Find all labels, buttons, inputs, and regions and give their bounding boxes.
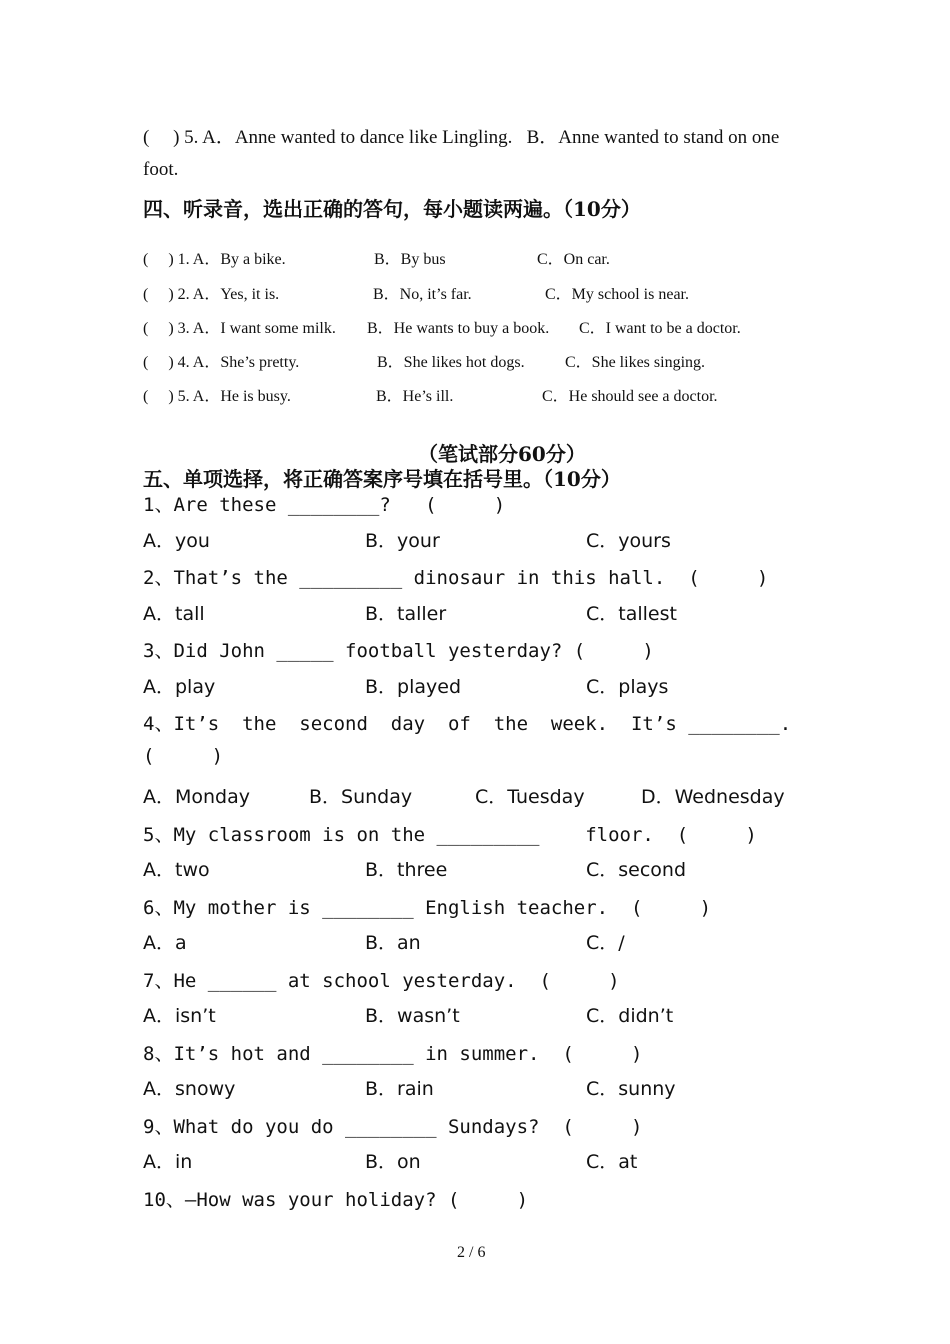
q4-option-a: A．Monday <box>143 786 251 808</box>
q5-option-a: A．two <box>143 859 210 881</box>
section4-title: 四、听录音，选出正确的答句，每小题读两遍。（10分） <box>143 197 641 221</box>
section5-title: 五、单项选择，将正确答案序号填在括号里。（10分） <box>143 467 621 491</box>
q2-option-b: B．taller <box>365 603 447 625</box>
q3-option-b: B．played <box>365 676 462 698</box>
q1-option-b: B．your <box>365 530 440 552</box>
listening-item-5-line1: ( ) 5. A．Anne wanted to dance like Lingling. B．Anne wanted to stand on one <box>143 127 780 148</box>
q8-option-b: B．rain <box>365 1078 434 1100</box>
question-5: 5、My classroom is on the _________ floor. ( ) <box>143 824 757 846</box>
q3-option-c: C．plays <box>586 676 669 698</box>
q2-option-a: A．tall <box>143 603 205 625</box>
question-6: 6、My mother is ________ English teacher. ( ) <box>143 897 712 919</box>
page-number: 2 / 6 <box>457 1244 486 1261</box>
s4-item3-c: C．I want to be a doctor. <box>579 320 741 337</box>
s4-item1-a: ( ) 1. A．By a bike. <box>143 251 286 268</box>
s4-item5-b: B．He’s ill. <box>376 388 454 405</box>
q6-option-a: A．a <box>143 932 187 954</box>
s4-item4-b: B．She likes hot dogs. <box>377 354 525 371</box>
q5-option-c: C．second <box>586 859 687 881</box>
q7-option-a: A．isn’t <box>143 1005 216 1027</box>
q6-option-c: C．/ <box>586 932 625 954</box>
s4-item3-a: ( ) 3. A．I want some milk. <box>143 320 336 337</box>
question-10: 10、—How was your holiday? ( ) <box>143 1189 529 1211</box>
s4-item5-a: ( ) 5. A．He is busy. <box>143 388 291 405</box>
q1-option-a: A．you <box>143 530 210 552</box>
question-7: 7、He ______ at school yesterday. ( ) <box>143 970 620 992</box>
q7-option-c: C．didn’t <box>586 1005 674 1027</box>
q3-option-a: A．play <box>143 676 216 698</box>
question-8: 8、It’s hot and ________ in summer. ( ) <box>143 1043 643 1065</box>
question-1: 1、Are these ________? ( ) <box>143 494 506 516</box>
s4-item1-b: B．By bus <box>374 251 446 268</box>
s4-item2-c: C．My school is near. <box>545 286 689 303</box>
question-9: 9、What do you do ________ Sundays? ( ) <box>143 1116 643 1138</box>
q6-option-b: B．an <box>365 932 421 954</box>
q4-option-c: C．Tuesday <box>475 786 585 808</box>
s4-item1-c: C．On car. <box>537 251 610 268</box>
q8-option-a: A．snowy <box>143 1078 236 1100</box>
q1-option-c: C．yours <box>586 530 671 552</box>
question-2: 2、That’s the _________ dinosaur in this hall. ( ) <box>143 567 769 589</box>
q8-option-c: C．sunny <box>586 1078 676 1100</box>
s4-item4-c: C．She likes singing. <box>565 354 706 371</box>
question-4: 4、It’s the second day of the week. It’s ________. <box>143 713 792 735</box>
q4-option-d: D．Wednesday <box>641 786 785 808</box>
q7-option-b: B．wasn’t <box>365 1005 460 1027</box>
q9-option-b: B．on <box>365 1151 421 1173</box>
question-3: 3、Did John _____ football yesterday? ( ) <box>143 640 654 662</box>
q2-option-c: C．tallest <box>586 603 677 625</box>
written-part-title: （笔试部分60分） <box>418 442 586 466</box>
listening-item-5-line2: foot. <box>143 159 179 180</box>
s4-item2-a: ( ) 2. A．Yes, it is. <box>143 286 280 303</box>
question-4-bracket: ( ) <box>143 745 224 767</box>
q5-option-b: B．three <box>365 859 448 881</box>
q9-option-a: A．in <box>143 1151 193 1173</box>
s4-item4-a: ( ) 4. A．She’s pretty. <box>143 354 300 371</box>
s4-item5-c: C．He should see a doctor. <box>542 388 718 405</box>
s4-item3-b: B．He wants to buy a book. <box>367 320 550 337</box>
q9-option-c: C．at <box>586 1151 638 1173</box>
q4-option-b: B．Sunday <box>309 786 413 808</box>
s4-item2-b: B．No, it’s far. <box>373 286 472 303</box>
